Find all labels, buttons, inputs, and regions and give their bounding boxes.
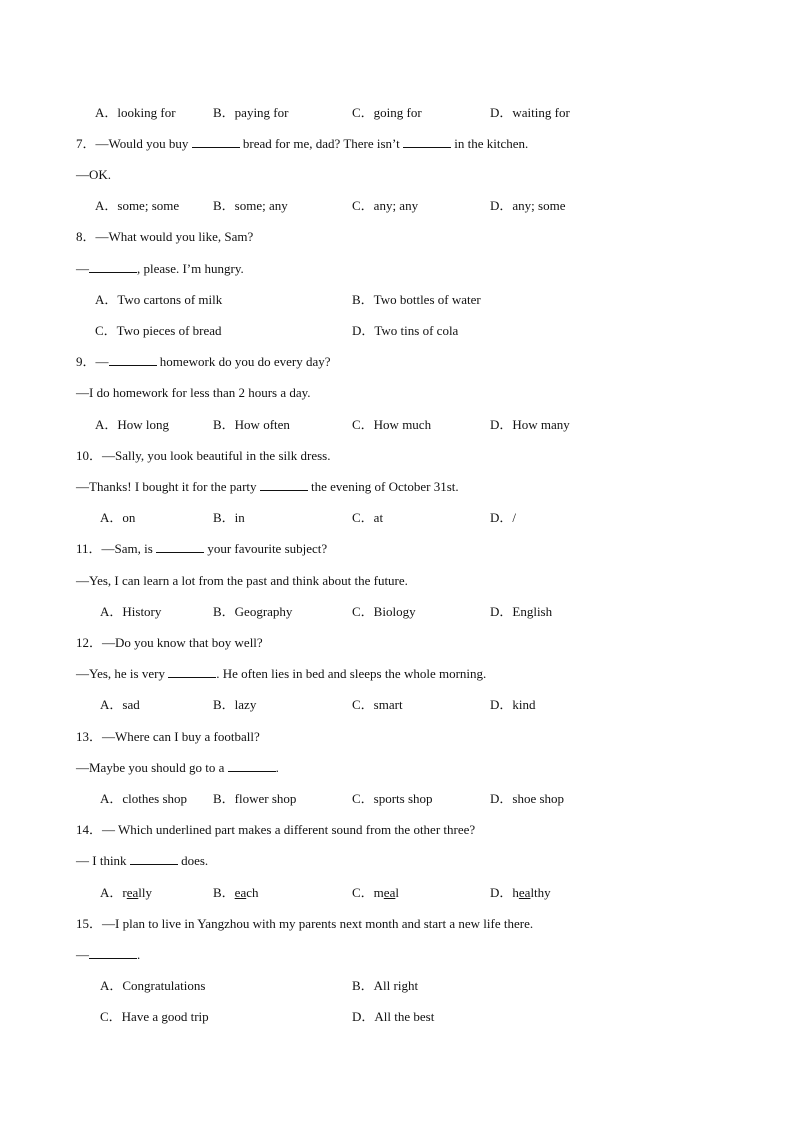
answer-blank bbox=[168, 666, 216, 678]
q14-line1: 14．— Which underlined part makes a different sound from the other three? bbox=[76, 822, 476, 837]
q8-number: 8． bbox=[76, 229, 96, 244]
q12-option-d: D．kind bbox=[490, 697, 536, 712]
q7-line2: —OK. bbox=[76, 167, 112, 182]
q6-option-a: A．looking for bbox=[95, 105, 176, 120]
answer-blank bbox=[192, 136, 240, 148]
q13-line2: —Maybe you should go to a . bbox=[76, 760, 279, 775]
q14-option-b: B．each bbox=[213, 885, 259, 900]
q12-number: 12． bbox=[76, 635, 103, 650]
q14-number: 14． bbox=[76, 822, 103, 837]
q11-option-d: D．English bbox=[490, 604, 553, 619]
q9-option-c: C．How much bbox=[352, 417, 432, 432]
q9-line1: 9．— homework do you do every day? bbox=[76, 354, 331, 369]
q12-line2: —Yes, he is very . He often lies in bed and sleeps the whole morning. bbox=[76, 666, 487, 681]
q7-option-b: B．some; any bbox=[213, 198, 288, 213]
q13-option-d: D．shoe shop bbox=[490, 791, 565, 806]
q13-option-b: B．flower shop bbox=[213, 791, 297, 806]
answer-blank bbox=[228, 760, 276, 772]
q11-line2: —Yes, I can learn a lot from the past and think about the future. bbox=[76, 573, 408, 588]
q12-line1: 12．—Do you know that boy well? bbox=[76, 635, 263, 650]
q9-line2: —I do homework for less than 2 hours a day. bbox=[76, 385, 311, 400]
q15-line2: — . bbox=[76, 947, 141, 962]
q14-line2: — I think does. bbox=[76, 853, 209, 868]
q10-option-b: B．in bbox=[213, 510, 245, 525]
q7-option-c: C．any; any bbox=[352, 198, 419, 213]
q15-option-a: A．Congratulations bbox=[100, 978, 206, 993]
underlined-letters: ea bbox=[126, 885, 139, 900]
q7-line1: 7．—Would you buy bread for me, dad? There isn’t in the kitchen. bbox=[76, 136, 529, 151]
q9-option-b: B．How often bbox=[213, 417, 290, 432]
q15-option-c: C．Have a good trip bbox=[100, 1009, 209, 1024]
q12-option-c: C．smart bbox=[352, 697, 403, 712]
q13-number: 13． bbox=[76, 729, 103, 744]
q10-line2: —Thanks! I bought it for the party the evening of October 31st. bbox=[76, 479, 459, 494]
q9-option-d: D．How many bbox=[490, 417, 570, 432]
answer-blank bbox=[89, 261, 137, 273]
q15-option-b: B．All right bbox=[352, 978, 419, 993]
q12-option-b: B．lazy bbox=[213, 697, 257, 712]
q7-number: 7． bbox=[76, 136, 96, 151]
q14-option-d: D．healthy bbox=[490, 885, 551, 900]
q8-option-b: B．Two bottles of water bbox=[352, 292, 481, 307]
q11-option-b: B．Geography bbox=[213, 604, 293, 619]
underlined-letters: ea bbox=[234, 885, 247, 900]
q14-option-c: C．meal bbox=[352, 885, 399, 900]
answer-blank bbox=[130, 853, 178, 865]
q8-line1: 8．—What would you like, Sam? bbox=[76, 229, 254, 244]
q14-option-a: A．really bbox=[100, 885, 153, 900]
q10-number: 10． bbox=[76, 448, 103, 463]
q9-option-a: A．How long bbox=[95, 417, 170, 432]
answer-blank bbox=[89, 947, 137, 959]
q6-option-c: C．going for bbox=[352, 105, 422, 120]
answer-blank bbox=[156, 541, 204, 553]
q11-option-c: C．Biology bbox=[352, 604, 416, 619]
q9-number: 9． bbox=[76, 354, 96, 369]
q13-line1: 13．—Where can I buy a football? bbox=[76, 729, 260, 744]
q8-option-d: D．Two tins of cola bbox=[352, 323, 459, 338]
q15-line1: 15．—I plan to live in Yangzhou with my parents next month and start a new life there. bbox=[76, 916, 534, 931]
underlined-letters: ea bbox=[383, 885, 396, 900]
underlined-letters: ea bbox=[518, 885, 531, 900]
q10-option-c: C．at bbox=[352, 510, 384, 525]
q10-line1: 10．—Sally, you look beautiful in the silk dress. bbox=[76, 448, 331, 463]
answer-blank bbox=[403, 136, 451, 148]
answer-blank bbox=[260, 479, 308, 491]
q8-option-c: C．Two pieces of bread bbox=[95, 323, 222, 338]
q10-option-d: D．/ bbox=[490, 510, 517, 525]
q6-option-d: D．waiting for bbox=[490, 105, 570, 120]
q7-option-a: A．some; some bbox=[95, 198, 180, 213]
q8-option-a: A．Two cartons of milk bbox=[95, 292, 223, 307]
q7-option-d: D．any; some bbox=[490, 198, 566, 213]
answer-blank bbox=[109, 354, 157, 366]
q13-option-c: C．sports shop bbox=[352, 791, 433, 806]
q11-option-a: A．History bbox=[100, 604, 162, 619]
q13-option-a: A．clothes shop bbox=[100, 791, 188, 806]
q10-option-a: A．on bbox=[100, 510, 136, 525]
q15-option-d: D．All the best bbox=[352, 1009, 435, 1024]
q12-option-a: A．sad bbox=[100, 697, 140, 712]
q6-option-b: B．paying for bbox=[213, 105, 289, 120]
q15-number: 15． bbox=[76, 916, 103, 931]
q11-number: 11． bbox=[76, 541, 102, 556]
q11-line1: 11．—Sam, is your favourite subject? bbox=[76, 541, 328, 556]
q8-line2: — , please. I’m hungry. bbox=[76, 261, 244, 276]
